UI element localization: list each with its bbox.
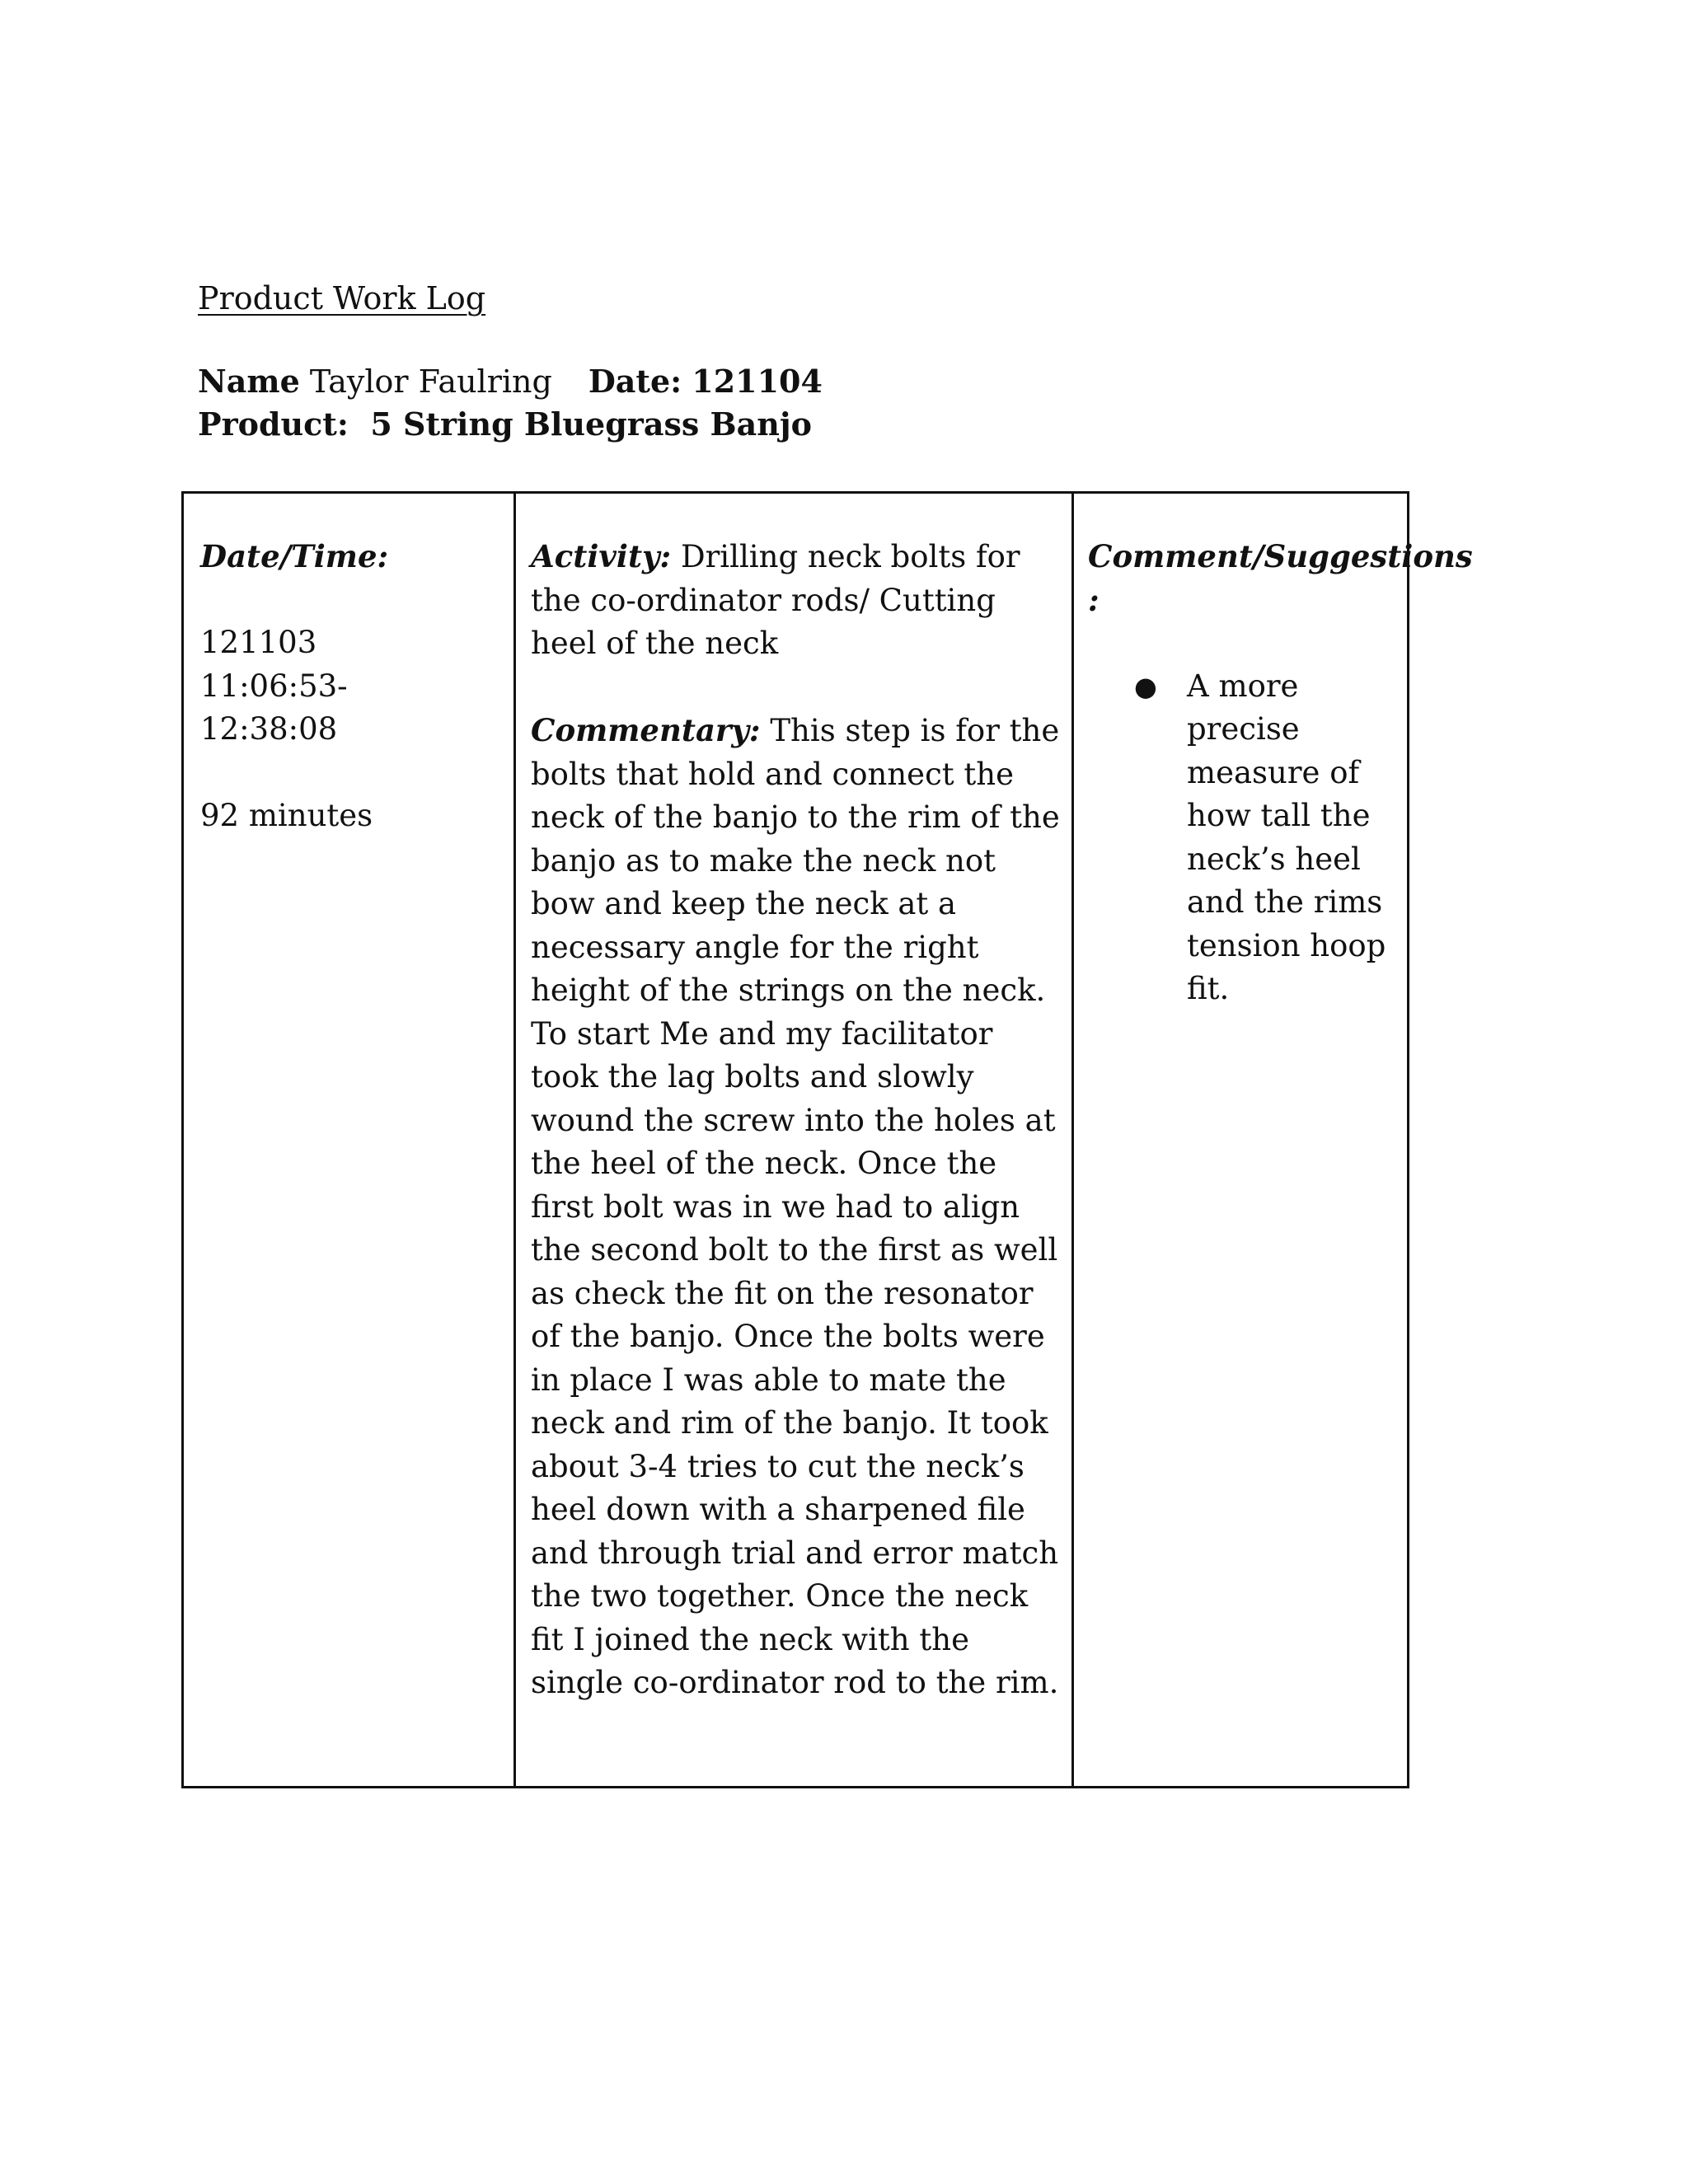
date-label: Date: — [588, 363, 682, 400]
activity-label: Activity: — [531, 538, 672, 574]
datetime-cell — [200, 535, 505, 838]
activity-text: Drilling neck bolts for the co-ordinator rods/ Cutting heel of the neck — [531, 539, 1020, 661]
work-log-table — [181, 491, 1473, 1788]
name-value: Taylor Faulring — [309, 363, 552, 400]
comments-cell — [1088, 535, 1473, 1011]
list-item — [1088, 665, 1401, 1011]
commentary-paragraph — [531, 709, 1065, 1705]
activity-paragraph — [531, 535, 1065, 666]
product-label: Product: — [198, 405, 349, 443]
comments-label-colon: : — [1088, 581, 1100, 618]
product-value: 5 String Bluegrass Banjo — [370, 405, 812, 443]
time-end: 12:38:08 — [200, 711, 338, 747]
date-value: 121104 — [692, 363, 823, 400]
duration: 92 minutes — [200, 798, 373, 833]
commentary-label: Commentary: — [531, 712, 761, 748]
name-date-line — [198, 363, 823, 400]
datetime-label: Date/Time: — [200, 538, 389, 574]
suggestions-list — [1088, 665, 1401, 1011]
bullet-icon: ● — [1134, 670, 1157, 702]
activity-cell — [531, 535, 1065, 1705]
time-start: 11:06:53- — [200, 668, 348, 704]
log-date: 121103 — [200, 625, 317, 660]
name-label: Name — [198, 363, 300, 400]
column-divider — [1071, 494, 1074, 1786]
document-title: Product Work Log — [198, 280, 486, 316]
column-divider — [513, 494, 516, 1786]
product-line — [198, 405, 812, 443]
suggestion-text: A more precise measure of how tall the neck’s heel and the rims tension hoop fit. — [1187, 668, 1386, 1006]
commentary-text: This step is for the bolts that hold and connect the neck of the banjo to the rim of the banjo as to make the neck not bow and keep the neck at a necessary angle for the right height of the strings on the neck. To start Me and my facilitator took the lag bolts and slowly wound the screw into the holes at the heel of the neck. Once the first bolt was in we had to align the second bolt to the first as well as check the fit on the resonator of the banjo. Once the bolts were in place I was able to mate the neck and rim of the banjo. It took about 3-4 tries to cut the neck’s heel down with a sharpened file and through trial and error match the two together. Once the neck fit I joined the neck with the single co-ordinator rod to the rim. — [531, 713, 1060, 1700]
comments-label: Comment/Suggestions — [1088, 538, 1473, 574]
